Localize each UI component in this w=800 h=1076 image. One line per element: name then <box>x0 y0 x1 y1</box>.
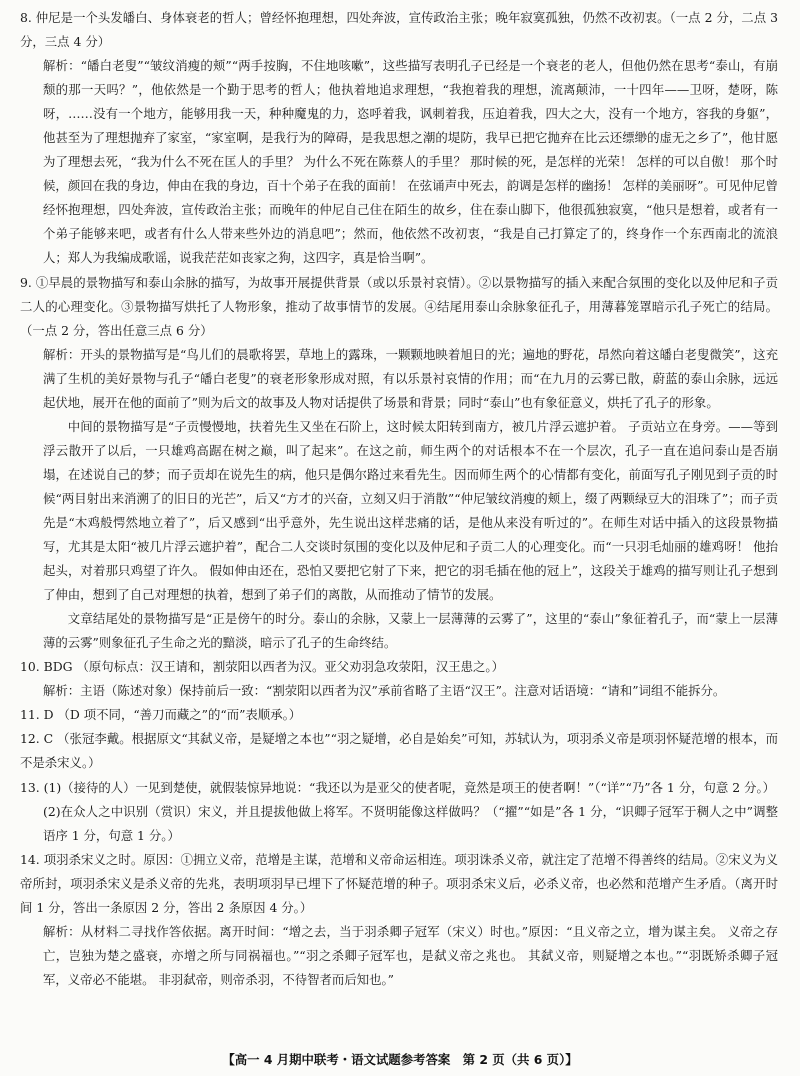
page-footer: 【高一 4 月期中联考・语文试题参考答案 第 2 页（共 6 页）】 <box>222 1052 578 1067</box>
q12-answer: 12. C （张冠李戴。根据原文“其弑义帝，是疑增之本也”“羽之疑增，必自是始矣”可知，苏轼认为，项羽杀义帝是项羽怀疑范增的根本，而不是杀宋义。） <box>20 731 778 771</box>
q13-answer-1: 13. (1)（接待的人）一见到楚使，就假装惊异地说：“我还以为是亚父的使者呢，竟然是项王的使者啊！”（“详”“乃”各 1 分，句意 2 分。） <box>20 779 776 795</box>
q14-analysis: 解析：从材料二寻找作答依据。离开时间：“增之去，当于羽杀卿子冠军（宋义）时也。”原因：“且义帝之立，增为谋主矣。 义帝之存亡，岂独为楚之盛衰，亦增之所与同祸福也。”“羽之杀卿子冠军也，是弑义帝之兆也。 其弑义帝，则疑增之本也。”“羽既矫杀卿子冠军，义帝必不能堪。 非羽弑帝，则帝杀羽，不待智者而后知也。” <box>43 923 778 987</box>
answer-content <box>20 6 778 992</box>
q9-answer: 9. ①早晨的景物描写和泰山余脉的描写，为故事开展提供背景（或以乐景衬哀情）。②以景物描写的插入来配合氛围的变化以及仲尼和子贡二人的心理变化。③景物描写烘托了人物形象，推动了故事情节的发展。④结尾用泰山余脉象征孔子，用薄暮笼罩暗示孔子死亡的结局。（一点 2 分，答出任意三点 6 分） <box>20 274 778 338</box>
q13-answer-2: (2)在众人之中识别（赏识）宋义，并且提拔他做上将军。不贤明能像这样做吗？（“擢”“如是”各 1 分，“识卿子冠军于稠人之中”调整语序 1 分，句意 1 分。） <box>43 803 778 843</box>
q14-answer: 14. 项羽杀宋义之时。原因：①拥立义帝，范增是主谋，范增和义帝命运相连。项羽诛杀义帝，就注定了范增不得善终的结局。②宋义为义帝所封，项羽杀宋义是杀义帝的先兆，表明项羽早已埋下了怀疑范增的种子。项羽杀宋义后，必杀义帝，也必然和范增产生矛盾。（离开时间 1 分，答出一条原因 2 分，答出 2 条原因 4 分。） <box>20 851 778 915</box>
q10-analysis: 解析：主语（陈述对象）保持前后一致：“割荥阳以西者为汉”承前省略了主语“汉王”。注意对话语境：“请和”词组不能拆分。 <box>43 683 726 699</box>
q9-ending-analysis: 文章结尾处的景物描写是“正是傍午的时分。泰山的余脉，又蒙上一层薄薄的云雾了”，这里的“泰山”象征着孔子，而“蒙上一层薄薄的云雾”则象征孔子生命之光的黯淡，暗示了孔子的生命终结。 <box>43 611 778 651</box>
q8-analysis: 解析：“皤白老叟”“皱纹消瘦的颊”“两手按胸，不住地咳嗽”，这些描写表明孔子已经是一个衰老的老人，但他仍然在思考“泰山，有崩颓的那一天吗？”，他依然是一个勤于思考的哲人；他执着地追求理想，“我抱着我的理想，流离颠沛，一十四年——卫呀，楚呀，陈呀，……没有一个地方，能够用我一天，种种魔鬼的力，恣呼着我，讽刺着我，压迫着我，四大之大，没有一个地方，容我的身躯”，他甚至为了理想抛弃了家室，“家室啊，是我行为的障碍，是我思想之潮的堤防，我早已把它抛弃在比云还缥缈的虚无之乡了”，他甘愿为了理想去死，“我为什么不死在匡人的手里？ 为什么不死在陈蔡人的手里？ 那时候的死，是怎样的光荣！ 怎样的可以自傲！ 那个时候，颜回在我的身边，伸由在我的身边，百十个弟子在我的面前！ 在弦诵声中死去，韵调是怎样的幽扬！ 怎样的美丽呀”。可见仲尼曾经怀抱理想，四处奔波，宣传政治主张；而晚年的仲尼自己住在陌生的故乡，住在泰山脚下，他很孤独寂寞，“他只是想着，或者有一个弟子能够来吧，或者有什么人带来些外边的消息吧”；然而，他依然不改初衷，“我是自己打算定了的，终身作一个东西南北的流浪人；郑人为我编成歌谣，说我茫茫如丧家之狗，这四字，真是恰当啊”。 <box>43 58 778 266</box>
q9-analysis: 解析：开头的景物描写是“鸟儿们的晨歌将罢，草地上的露珠，一颗颗地映着旭日的光；遍地的野花，昂然向着这皤白老叟微笑”，这充满了生机的美好景物与孔子“皤白老叟”的衰老形象形成对照，有以乐景衬哀情的作用；而“在九月的云雾已散，蔚蓝的泰山余脉，远远起伏地，展开在他的面前了”则为后文的故事及人物对话提供了场景和背景；同时“泰山”也有象征意义，烘托了孔子的形象。 <box>43 346 778 410</box>
q11-answer: 11. D （D 项不同，“善刀而藏之”的“而”表顺承。） <box>20 707 302 723</box>
q9-middle-analysis: 中间的景物描写是“子贡慢慢地，扶着先生又坐在石阶上，这时候太阳转到南方，被几片浮云遮护着。 子贡站立在身旁。——等到浮云散开了以后，一只雄鸡高踞在树之巅，叫了起来”。在这之前，师生两个的对话根本不在一个层次，孔子一直在追问泰山是否崩塌，在述说自己的梦；而子贡却在说先生的病，他只是偶尔路过来看先生。因而师生两个的心情都有变化，前面写孔子刚见到子贡的时候“两目射出来消溯了的旧日的光芒”，后又“方才的兴奋，立刻又归于消散”“仲尼皱纹消瘦的颊上，缀了两颗绿豆大的泪珠了”；而子贡先是“木鸡般愕然地立着了”，后又感到“出乎意外，先生说出这样悲痛的话，是他从来没有听过的”。在师生对话中插入的这段景物描写，尤其是太阳“被几片浮云遮护着”，配合二人交谈时氛围的变化以及仲尼和子贡二人的心理变化。而“一只羽毛灿丽的雄鸡呀！ 他抬起头，对着那只鸡望了许久。 假如伸由还在，恐怕又要把它射了下来，把它的羽毛插在他的冠上”，这段关于雄鸡的描写则让孔子想到了伸由，想到了自己对理想的执着，想到了弟子们的离散，从而推动了情节的发展。 <box>43 418 778 603</box>
q8-answer: 8. 仲尼是一个头发皤白、身体衰老的哲人；曾经怀抱理想，四处奔波，宣传政治主张；晚年寂寞孤独，仍然不改初衷。（一点 2 分，二点 3 分，三点 4 分） <box>20 10 778 50</box>
q10-answer: 10. BDG （原句标点：汉王请和，割荥阳以西者为汉。亚父劝羽急攻荥阳，汉王患之。） <box>20 659 504 675</box>
